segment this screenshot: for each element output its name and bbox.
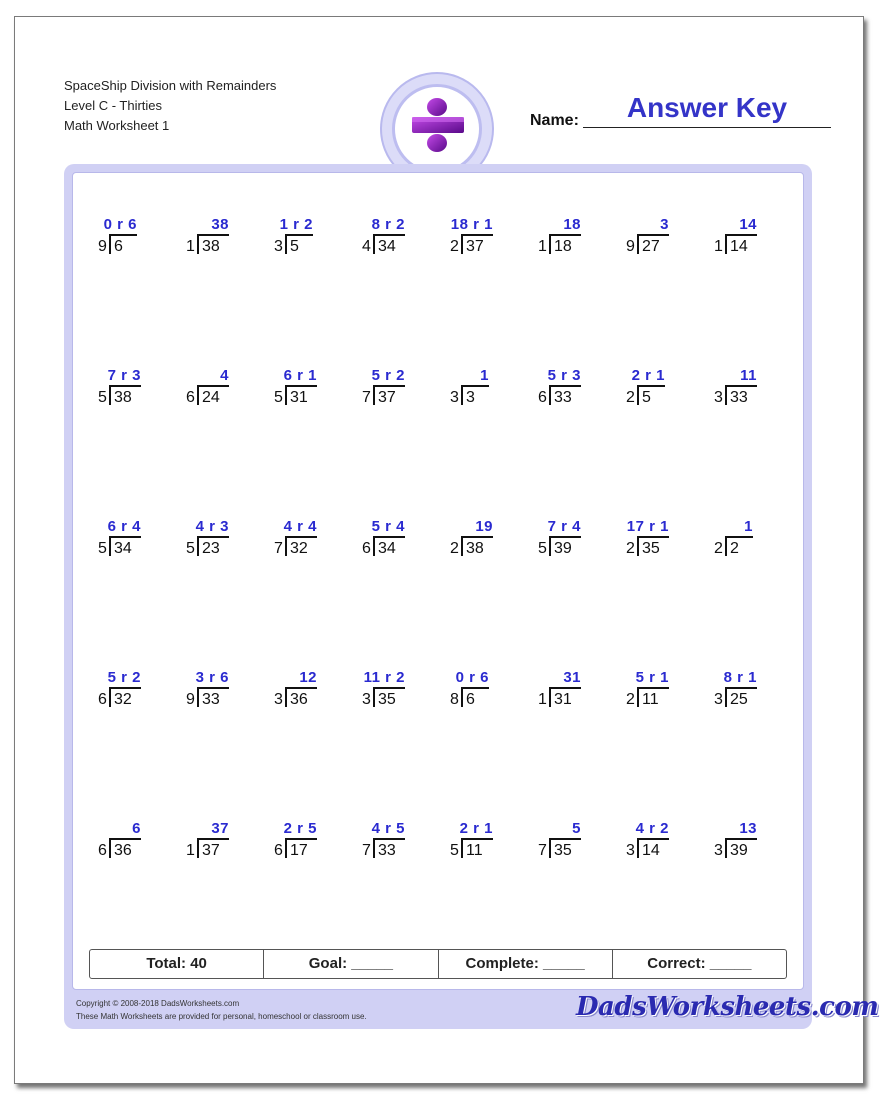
answer: 0 r 6 bbox=[455, 669, 489, 686]
dividend: 32 bbox=[290, 540, 308, 557]
dividend: 37 bbox=[378, 389, 396, 406]
divisor: 5 bbox=[98, 540, 107, 557]
answer: 5 r 2 bbox=[371, 367, 405, 384]
answer: 2 r 5 bbox=[283, 820, 317, 837]
division-bar bbox=[725, 234, 757, 236]
dividend: 14 bbox=[642, 842, 660, 859]
divisor: 1 bbox=[538, 238, 547, 255]
divisor: 7 bbox=[362, 389, 371, 406]
division-problem bbox=[362, 820, 432, 868]
answer: 3 r 6 bbox=[195, 669, 229, 686]
dividend: 37 bbox=[202, 842, 220, 859]
division-problem bbox=[98, 518, 168, 566]
division-problem bbox=[362, 518, 432, 566]
division-bar bbox=[373, 234, 405, 236]
answer: 1 r 2 bbox=[279, 216, 313, 233]
answer: 1 bbox=[480, 367, 489, 384]
division-bracket bbox=[461, 536, 463, 556]
division-bracket bbox=[637, 838, 639, 858]
division-bar bbox=[109, 385, 141, 387]
name-label: Name: bbox=[530, 112, 579, 129]
dividend: 32 bbox=[114, 691, 132, 708]
answer: 37 bbox=[211, 820, 229, 837]
division-problem bbox=[714, 518, 784, 566]
division-bar bbox=[549, 385, 581, 387]
division-problem bbox=[186, 216, 256, 264]
dividend: 11 bbox=[466, 842, 483, 859]
divisor: 1 bbox=[538, 691, 547, 708]
answer: 14 bbox=[739, 216, 757, 233]
division-bar bbox=[197, 385, 229, 387]
division-bracket bbox=[725, 536, 727, 556]
divisor: 9 bbox=[98, 238, 107, 255]
division-bar bbox=[637, 385, 665, 387]
dividend: 17 bbox=[290, 842, 308, 859]
division-bar bbox=[197, 234, 229, 236]
answer: 4 bbox=[220, 367, 229, 384]
division-bar bbox=[109, 536, 141, 538]
division-bracket bbox=[197, 536, 199, 556]
dividend: 31 bbox=[554, 691, 572, 708]
answer: 6 r 4 bbox=[107, 518, 141, 535]
division-problem bbox=[626, 367, 696, 415]
division-bracket bbox=[549, 838, 551, 858]
dividend: 37 bbox=[466, 238, 484, 255]
division-bracket bbox=[725, 838, 727, 858]
division-bar bbox=[461, 838, 493, 840]
division-bracket bbox=[109, 838, 111, 858]
worksheet-number: Math Worksheet 1 bbox=[64, 118, 170, 133]
dividend: 33 bbox=[554, 389, 572, 406]
answer: 18 bbox=[563, 216, 581, 233]
division-bar bbox=[725, 536, 753, 538]
divisor: 6 bbox=[538, 389, 547, 406]
worksheet-level: Level C - Thirties bbox=[64, 98, 163, 113]
dividend: 27 bbox=[642, 238, 660, 255]
division-bracket bbox=[285, 536, 287, 556]
dividend: 11 bbox=[642, 691, 659, 708]
division-bar bbox=[549, 234, 581, 236]
answer: 31 bbox=[563, 669, 581, 686]
division-bracket bbox=[285, 838, 287, 858]
divisor: 8 bbox=[450, 691, 459, 708]
dividend: 34 bbox=[114, 540, 132, 557]
division-bracket bbox=[637, 385, 639, 405]
division-bar bbox=[461, 385, 489, 387]
answer: 12 bbox=[299, 669, 317, 686]
divisor: 3 bbox=[714, 389, 723, 406]
answer: 5 r 2 bbox=[107, 669, 141, 686]
divisor: 3 bbox=[450, 389, 459, 406]
division-bracket bbox=[549, 385, 551, 405]
division-problem bbox=[714, 669, 784, 717]
division-problem bbox=[98, 820, 168, 868]
worksheet-title: SpaceShip Division with Remainders bbox=[64, 78, 277, 93]
answer: 6 r 1 bbox=[283, 367, 317, 384]
division-bar bbox=[461, 536, 493, 538]
division-bracket bbox=[725, 234, 727, 254]
usage-notice: These Math Worksheets are provided for personal, homeschool or classroom use. bbox=[76, 1012, 367, 1021]
division-bracket bbox=[109, 687, 111, 707]
division-bar bbox=[109, 687, 141, 689]
division-bar bbox=[285, 536, 317, 538]
divisor: 3 bbox=[274, 691, 283, 708]
division-bracket bbox=[461, 838, 463, 858]
division-problem bbox=[538, 518, 608, 566]
dividend: 39 bbox=[554, 540, 572, 557]
answer: 4 r 2 bbox=[635, 820, 669, 837]
dividend: 38 bbox=[114, 389, 132, 406]
answer: 3 bbox=[660, 216, 669, 233]
division-bracket bbox=[549, 536, 551, 556]
division-bracket bbox=[549, 234, 551, 254]
division-problem bbox=[98, 216, 168, 264]
division-bracket bbox=[285, 385, 287, 405]
divisor: 3 bbox=[714, 691, 723, 708]
answer: 2 r 1 bbox=[631, 367, 665, 384]
divisor: 2 bbox=[714, 540, 723, 557]
division-bar bbox=[197, 838, 229, 840]
total-cell: Total: 40 bbox=[90, 950, 264, 978]
division-problem bbox=[714, 367, 784, 415]
division-bracket bbox=[725, 385, 727, 405]
division-sign-icon bbox=[395, 87, 479, 171]
dividend: 5 bbox=[290, 238, 299, 255]
dividend: 35 bbox=[554, 842, 572, 859]
divisor: 6 bbox=[98, 691, 107, 708]
division-bar bbox=[725, 687, 757, 689]
divisor: 2 bbox=[626, 691, 635, 708]
divisor: 1 bbox=[714, 238, 723, 255]
divisor: 4 bbox=[362, 238, 371, 255]
dividend: 25 bbox=[730, 691, 748, 708]
dividend: 35 bbox=[642, 540, 660, 557]
dividend: 23 bbox=[202, 540, 220, 557]
division-bar bbox=[373, 838, 405, 840]
problem-frame bbox=[64, 164, 812, 1029]
division-problem bbox=[450, 367, 520, 415]
division-bar bbox=[549, 838, 581, 840]
division-problem bbox=[186, 518, 256, 566]
answer: 8 r 2 bbox=[371, 216, 405, 233]
division-problem bbox=[362, 669, 432, 717]
answer: 7 r 4 bbox=[547, 518, 581, 535]
division-problem bbox=[714, 216, 784, 264]
divisor: 1 bbox=[186, 238, 195, 255]
answer: 5 r 1 bbox=[635, 669, 669, 686]
division-bar bbox=[197, 687, 229, 689]
division-bracket bbox=[197, 687, 199, 707]
division-problem bbox=[186, 669, 256, 717]
answer-key-label: Answer Key bbox=[626, 92, 788, 123]
division-bracket bbox=[197, 385, 199, 405]
score-summary bbox=[89, 949, 787, 979]
answer: 2 r 1 bbox=[459, 820, 493, 837]
dividend: 33 bbox=[378, 842, 396, 859]
divisor: 6 bbox=[274, 842, 283, 859]
name-line bbox=[583, 127, 831, 128]
answer: 38 bbox=[211, 216, 229, 233]
division-bar bbox=[285, 687, 317, 689]
answer: 4 r 5 bbox=[371, 820, 405, 837]
dividend: 36 bbox=[290, 691, 308, 708]
divisor: 5 bbox=[538, 540, 547, 557]
dividend: 31 bbox=[290, 389, 308, 406]
goal-cell: Goal: _____ bbox=[264, 950, 438, 978]
divisor: 5 bbox=[450, 842, 459, 859]
division-problem bbox=[450, 216, 520, 264]
division-problem bbox=[626, 216, 696, 264]
division-problem bbox=[626, 518, 696, 566]
division-bracket bbox=[637, 536, 639, 556]
dividend: 33 bbox=[202, 691, 220, 708]
division-bracket bbox=[373, 687, 375, 707]
answer: 4 r 3 bbox=[195, 518, 229, 535]
divisor: 5 bbox=[274, 389, 283, 406]
answer: 18 r 1 bbox=[450, 216, 493, 233]
answer: 19 bbox=[475, 518, 493, 535]
division-bar bbox=[285, 385, 317, 387]
division-bar bbox=[725, 385, 757, 387]
dividend: 33 bbox=[730, 389, 748, 406]
divisor: 2 bbox=[450, 540, 459, 557]
division-bar bbox=[549, 536, 581, 538]
dividend: 6 bbox=[114, 238, 123, 255]
dividend: 38 bbox=[202, 238, 220, 255]
divisor: 7 bbox=[362, 842, 371, 859]
dividend: 35 bbox=[378, 691, 396, 708]
divisor: 9 bbox=[186, 691, 195, 708]
division-bracket bbox=[373, 234, 375, 254]
division-bar bbox=[637, 234, 669, 236]
division-bar bbox=[109, 838, 141, 840]
division-bracket bbox=[109, 385, 111, 405]
division-problem bbox=[362, 367, 432, 415]
division-bar bbox=[373, 536, 405, 538]
division-problem bbox=[626, 820, 696, 868]
dividend: 38 bbox=[466, 540, 484, 557]
divisor: 6 bbox=[98, 842, 107, 859]
divisor: 3 bbox=[714, 842, 723, 859]
division-problem bbox=[186, 367, 256, 415]
divisor: 3 bbox=[362, 691, 371, 708]
division-bracket bbox=[637, 687, 639, 707]
divisor: 3 bbox=[274, 238, 283, 255]
divisor: 1 bbox=[186, 842, 195, 859]
division-bar bbox=[549, 687, 581, 689]
division-bar bbox=[637, 838, 669, 840]
divisor: 6 bbox=[186, 389, 195, 406]
division-problem bbox=[274, 820, 344, 868]
division-bracket bbox=[637, 234, 639, 254]
dividend: 14 bbox=[730, 238, 748, 255]
dividend: 2 bbox=[730, 540, 739, 557]
divisor: 2 bbox=[626, 540, 635, 557]
answer: 11 r 2 bbox=[363, 669, 405, 686]
answer: 5 bbox=[572, 820, 581, 837]
correct-cell: Correct: _____ bbox=[647, 955, 752, 972]
divisor: 9 bbox=[626, 238, 635, 255]
copyright-text: Copyright © 2008-2018 DadsWorksheets.com bbox=[76, 999, 240, 1008]
dividend: 3 bbox=[466, 389, 475, 406]
division-problem bbox=[362, 216, 432, 264]
division-bar bbox=[461, 687, 489, 689]
division-bracket bbox=[285, 234, 287, 254]
answer: 4 r 4 bbox=[283, 518, 317, 535]
division-problem bbox=[274, 669, 344, 717]
complete-cell: Complete: _____ bbox=[439, 950, 613, 978]
dividend: 36 bbox=[114, 842, 132, 859]
answer: 5 r 4 bbox=[371, 518, 405, 535]
division-problem bbox=[274, 367, 344, 415]
divisor: 5 bbox=[98, 389, 107, 406]
division-bracket bbox=[109, 536, 111, 556]
dividend: 24 bbox=[202, 389, 220, 406]
division-bar bbox=[461, 234, 493, 236]
divisor: 2 bbox=[450, 238, 459, 255]
answer: 1 bbox=[744, 518, 753, 535]
divisor: 5 bbox=[186, 540, 195, 557]
division-problem bbox=[714, 820, 784, 868]
divisor: 6 bbox=[362, 540, 371, 557]
division-bracket bbox=[197, 234, 199, 254]
division-problem bbox=[626, 669, 696, 717]
division-bar bbox=[197, 536, 229, 538]
division-problem bbox=[538, 669, 608, 717]
division-problem bbox=[538, 216, 608, 264]
division-problem bbox=[538, 367, 608, 415]
division-problem bbox=[274, 518, 344, 566]
division-bracket bbox=[549, 687, 551, 707]
answer: 13 bbox=[739, 820, 757, 837]
division-problem bbox=[98, 669, 168, 717]
dividend: 39 bbox=[730, 842, 748, 859]
division-bracket bbox=[725, 687, 727, 707]
brand-logo: DadsWorksheets.com bbox=[576, 992, 879, 1022]
division-problem bbox=[274, 216, 344, 264]
division-problem bbox=[538, 820, 608, 868]
division-bracket bbox=[461, 687, 463, 707]
division-bracket bbox=[461, 385, 463, 405]
divisor: 2 bbox=[626, 389, 635, 406]
division-problem bbox=[98, 367, 168, 415]
division-bracket bbox=[373, 838, 375, 858]
division-bar bbox=[637, 536, 669, 538]
division-bar bbox=[373, 385, 405, 387]
answer: 11 bbox=[740, 367, 757, 384]
answer: 8 r 1 bbox=[723, 669, 757, 686]
division-problem bbox=[450, 820, 520, 868]
division-problem bbox=[186, 820, 256, 868]
dividend: 34 bbox=[378, 238, 396, 255]
division-bracket bbox=[109, 234, 111, 254]
answer: 5 r 3 bbox=[547, 367, 581, 384]
dividend: 6 bbox=[466, 691, 475, 708]
divisor: 3 bbox=[626, 842, 635, 859]
division-bar bbox=[285, 234, 313, 236]
dividend: 18 bbox=[554, 238, 572, 255]
dividend: 34 bbox=[378, 540, 396, 557]
division-bar bbox=[285, 838, 317, 840]
division-problem bbox=[450, 669, 520, 717]
division-bracket bbox=[373, 536, 375, 556]
division-bar bbox=[725, 838, 757, 840]
division-problem bbox=[450, 518, 520, 566]
answer: 17 r 1 bbox=[626, 518, 669, 535]
division-bar bbox=[109, 234, 137, 236]
division-bracket bbox=[285, 687, 287, 707]
division-bracket bbox=[197, 838, 199, 858]
division-bracket bbox=[461, 234, 463, 254]
answer: 7 r 3 bbox=[107, 367, 141, 384]
answer: 0 r 6 bbox=[103, 216, 137, 233]
division-bracket bbox=[373, 385, 375, 405]
divisor: 7 bbox=[538, 842, 547, 859]
divisor: 7 bbox=[274, 540, 283, 557]
division-bar bbox=[373, 687, 405, 689]
dividend: 5 bbox=[642, 389, 651, 406]
answer: 6 bbox=[132, 820, 141, 837]
division-bar bbox=[637, 687, 669, 689]
